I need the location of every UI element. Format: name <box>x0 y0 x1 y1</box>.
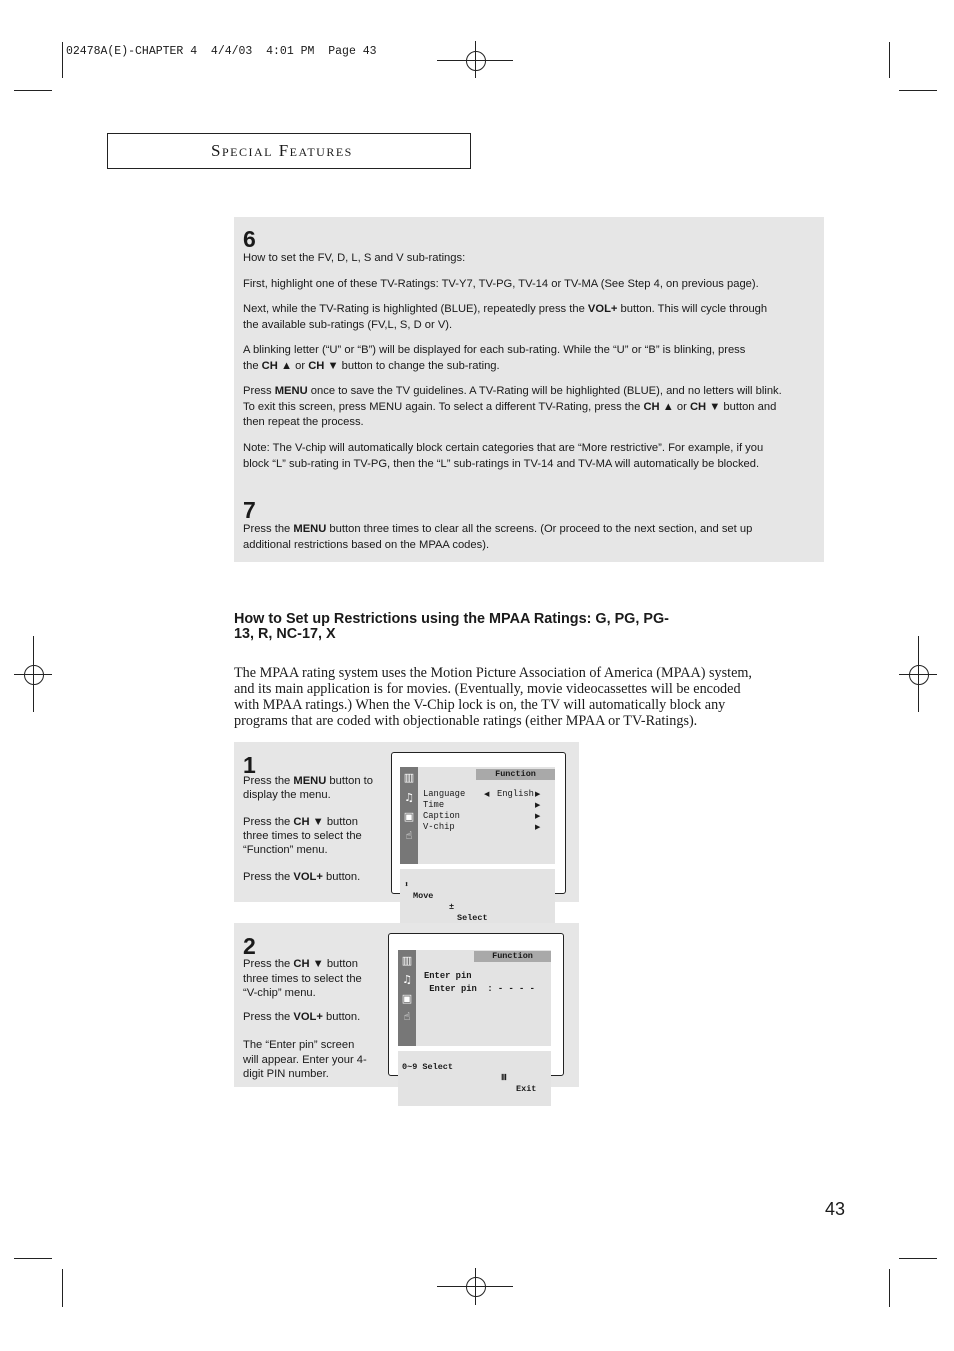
tv-menu-footer: ⬍ Move ± Select <box>400 869 555 957</box>
menu-icon: Ⅲ <box>501 1073 507 1083</box>
step-7-number: 7 <box>243 497 256 523</box>
step-6-p2: Next, while the TV-Rating is highlighted (BLUE), repeatedly press the VOL+ button. This will cycle through the available sub-ratings (FV,L, S, D or V). <box>243 303 768 331</box>
step-7-text: Press the MENU button three times to clear all the screens. (Or proceed to the next section, and set up additional restrictions based on the MPAA codes). <box>243 523 753 551</box>
tv-menu-screen-function <box>391 752 566 923</box>
menu-row-language-value: English <box>497 789 534 799</box>
mpaa-step-1-panel <box>234 742 579 923</box>
tv-menu-title: Function <box>476 769 555 780</box>
channel-icon: ▣ <box>401 992 413 1005</box>
menu-row-vchip: V-chip <box>423 822 455 832</box>
sound-icon: ♫ <box>404 791 414 804</box>
mpaa-heading: How to Set up Restrictions using the MPAA Ratings: G, PG, PG- 13, R, NC-17, X <box>234 611 669 642</box>
right-arrow-icon: ▶ <box>535 812 541 820</box>
steps-6-7-panel <box>234 217 824 562</box>
mpaa-step-2-panel <box>234 923 579 1094</box>
sound-icon: ♫ <box>402 973 412 986</box>
mpaa-step-1-text-b: Press the CH ▼ button three times to select the “Function” menu. <box>243 816 362 856</box>
mpaa-step-2-text-c: The “Enter pin” screen will appear. Enter your 4- digit PIN number. <box>243 1039 367 1080</box>
mpaa-step-2-number: 2 <box>243 933 256 959</box>
menu-row-language: Language <box>423 789 466 799</box>
step-6-p1: First, highlight one of these TV-Ratings: TV-Y7, TV-PG, TV-14 or TV-MA (See Step 4, on previous page). <box>243 278 759 290</box>
step-6-number: 6 <box>243 226 256 252</box>
mpaa-body: The MPAA rating system uses the Motion Picture Association of America (MPAA) system, and its main application is for movies. (Eventually, movie videocassettes will be encoded with MPAA ratings.) When the V-Chip lock is on, the TV will automatically block any programs that are coded with objectionable ratings (either MPAA or TV-Ratings). <box>234 665 752 729</box>
enter-pin-heading: Enter pin <box>424 971 472 981</box>
tv-menu-title: Function <box>474 951 551 962</box>
page-number: 43 <box>825 1199 846 1219</box>
right-arrow-icon: ▶ <box>535 801 541 809</box>
left-arrow-icon: ◀ <box>484 790 490 798</box>
tv-menu-sidebar <box>400 767 418 864</box>
right-arrow-icon: ▶ <box>535 823 541 831</box>
picture-icon: ▥ <box>401 954 413 967</box>
mpaa-step-1-number: 1 <box>243 752 256 778</box>
tv-menu-screen-enter-pin <box>388 933 564 1094</box>
plus-minus-icon: ± <box>449 902 455 912</box>
function-icon: ☝ <box>405 829 413 842</box>
tv-menu-sidebar <box>398 950 416 1046</box>
menu-row-time: Time <box>423 800 445 810</box>
step-6-intro: How to set the FV, D, L, S and V sub-ratings: <box>243 252 466 264</box>
print-slug: 02478A(E)-CHAPTER 4 4/4/03 4:01 PM Page 43 <box>66 45 377 58</box>
enter-pin-field: Enter pin : - - - - <box>424 984 535 994</box>
updown-arrow-icon: ⬍ <box>404 880 410 890</box>
mpaa-step-2-text-b: Press the VOL+ button. <box>243 1011 361 1023</box>
mpaa-step-1-text-a: Press the MENU button to display the menu. <box>243 775 373 801</box>
mpaa-step-2-text-a: Press the CH ▼ button three times to select the “V-chip” menu. <box>243 958 362 999</box>
picture-icon: ▥ <box>403 771 415 784</box>
mpaa-step-1-text-c: Press the VOL+ button. <box>243 871 361 883</box>
tv-menu-footer: 0~9 Select Ⅲ Exit <box>398 1051 551 1106</box>
section-title: Special Features <box>211 141 353 160</box>
channel-icon: ▣ <box>403 810 415 823</box>
right-arrow-icon: ▶ <box>535 790 541 798</box>
function-icon: ☝ <box>403 1010 411 1023</box>
step-6-p4: Press MENU once to save the TV guidelines. A TV-Rating will be highlighted (BLUE), and no letters will blink. To exit this screen, press MENU again. To select a different TV-Rating, press the CH ▲ or CH ▼ button and then repeat the process. <box>243 385 782 428</box>
menu-row-caption: Caption <box>423 811 460 821</box>
step-6-note: Note: The V-chip will automatically block certain categories that are “More restrictive”. For example, if you block “L” sub-rating in TV-PG, then the “L” sub-ratings in TV-14 and TV-MA will automatically be blocked. <box>243 442 764 470</box>
step-6-p3: A blinking letter (“U” or “B”) will be displayed for each sub-rating. While the “U” or “B” is blinking, press the CH ▲ or CH ▼ button to change the sub-rating. <box>243 344 746 372</box>
